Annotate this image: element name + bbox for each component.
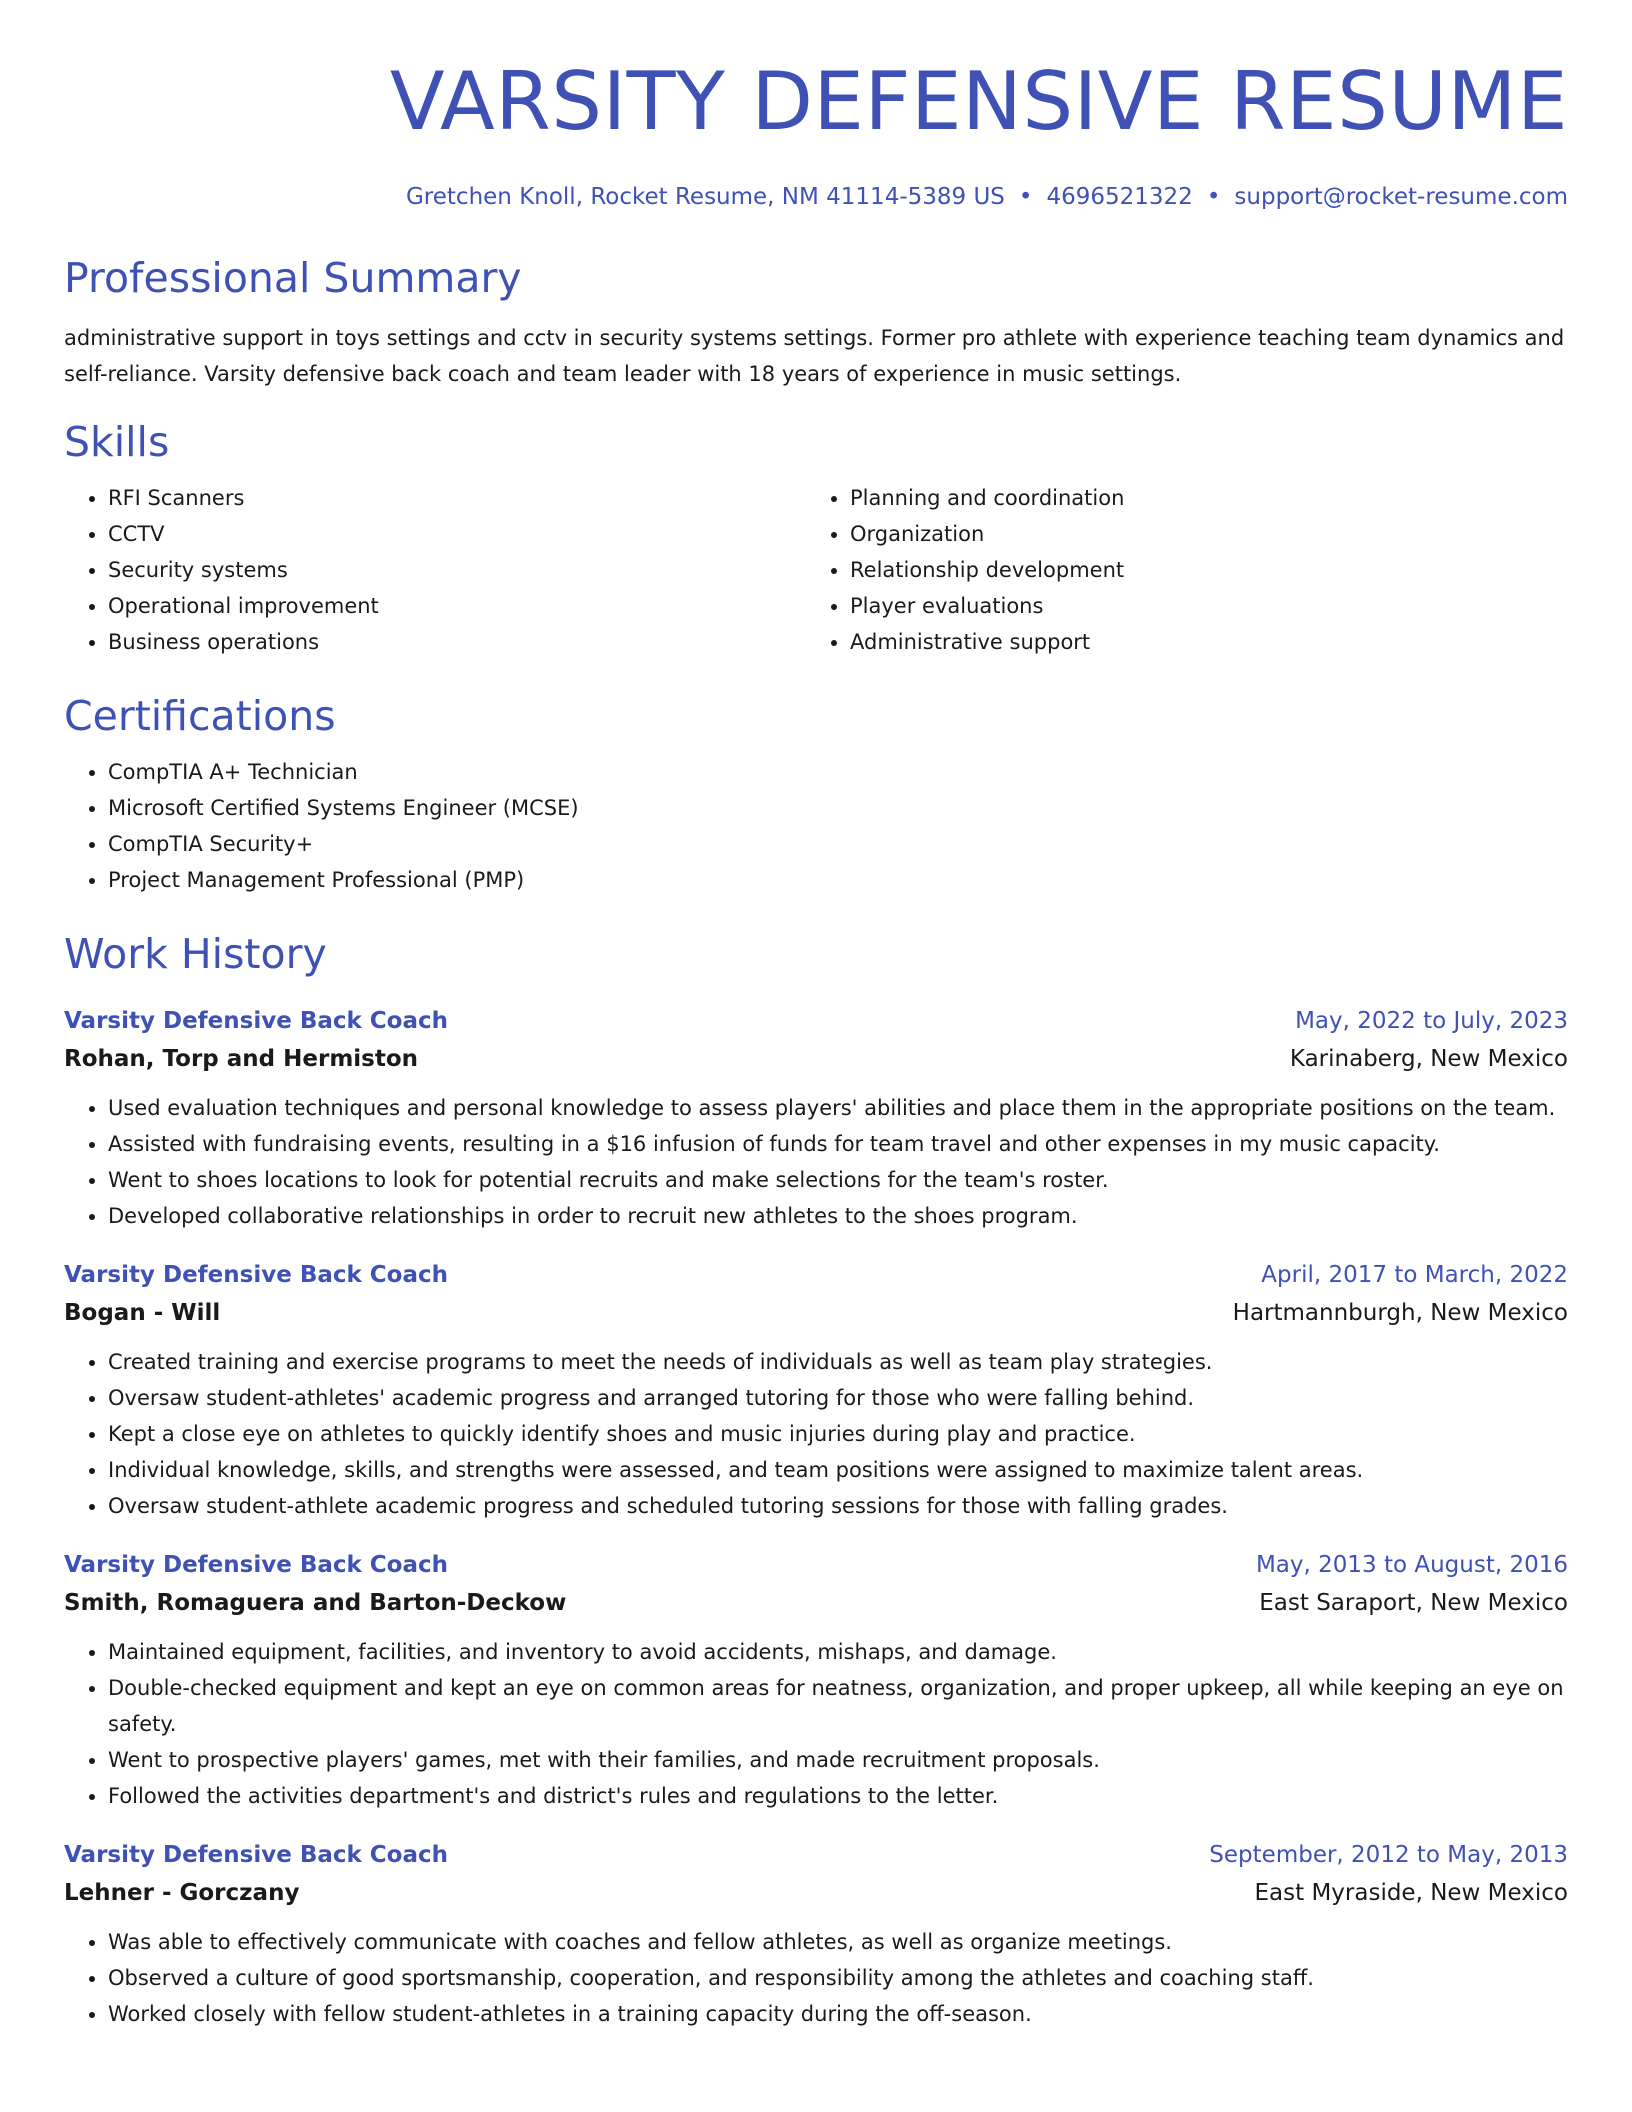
job-company-row bbox=[64, 1040, 1568, 1078]
skills-list-right bbox=[806, 480, 1548, 660]
skill-item: • Operational improvement bbox=[108, 588, 806, 624]
job-dates: May, 2022 to July, 2023 bbox=[1295, 1008, 1568, 1034]
skill-item: • Player evaluations bbox=[850, 588, 1548, 624]
job-bullet: • Used evaluation techniques and personal knowledge to assess players' abilities and place them in the appropriate positions on the team. bbox=[108, 1090, 1568, 1126]
job-title: Varsity Defensive Back Coach bbox=[64, 1842, 449, 1868]
job-location: East Saraport, New Mexico bbox=[1259, 1590, 1568, 1616]
contact-email: support@rocket-resume.com bbox=[1234, 184, 1568, 210]
job-header-row bbox=[64, 1546, 1568, 1584]
work-history-heading: Work History bbox=[64, 930, 327, 978]
job-title: Varsity Defensive Back Coach bbox=[64, 1008, 449, 1034]
job-company: Lehner - Gorczany bbox=[64, 1880, 300, 1906]
certification-item: • CompTIA Security+ bbox=[108, 826, 1568, 862]
skills-heading: Skills bbox=[64, 418, 170, 466]
certifications-list bbox=[64, 754, 1568, 898]
job-company: Smith, Romaguera and Barton-Deckow bbox=[64, 1590, 567, 1616]
job-bullet: • Went to shoes locations to look for potential recruits and make selections for the team's roster. bbox=[108, 1162, 1568, 1198]
skill-item: • Planning and coordination bbox=[850, 480, 1548, 516]
job-title: Varsity Defensive Back Coach bbox=[64, 1552, 449, 1578]
job-header-row bbox=[64, 1256, 1568, 1294]
job-bullet: • Was able to effectively communicate with coaches and fellow athletes, as well as organize meetings. bbox=[108, 1924, 1568, 1960]
skill-item: • Organization bbox=[850, 516, 1548, 552]
contact-separator: • bbox=[1018, 184, 1033, 210]
contact-separator: • bbox=[1206, 184, 1221, 210]
job-entry bbox=[64, 1836, 1568, 2032]
certification-item: • Microsoft Certified Systems Engineer (MCSE) bbox=[108, 790, 1568, 826]
job-bullet: • Created training and exercise programs to meet the needs of individuals as well as team play strategies. bbox=[108, 1344, 1568, 1380]
certification-item: • CompTIA A+ Technician bbox=[108, 754, 1568, 790]
job-entry bbox=[64, 1256, 1568, 1524]
skill-item: • Administrative support bbox=[850, 624, 1548, 660]
job-bullet: • Went to prospective players' games, met with their families, and made recruitment proposals. bbox=[108, 1742, 1568, 1778]
job-bullet: • Kept a close eye on athletes to quickly identify shoes and music injuries during play and practice. bbox=[108, 1416, 1568, 1452]
job-bullet: • Observed a culture of good sportsmanship, cooperation, and responsibility among the athletes and coaching staff. bbox=[108, 1960, 1568, 1996]
job-dates: September, 2012 to May, 2013 bbox=[1209, 1842, 1568, 1868]
job-bullet: • Assisted with fundraising events, resulting in a $16 infusion of funds for team travel and other expenses in my music capacity. bbox=[108, 1126, 1568, 1162]
job-company: Bogan - Will bbox=[64, 1300, 221, 1326]
skill-item: • CCTV bbox=[108, 516, 806, 552]
job-title: Varsity Defensive Back Coach bbox=[64, 1262, 449, 1288]
job-entry bbox=[64, 1546, 1568, 1814]
job-location: East Myraside, New Mexico bbox=[1254, 1880, 1568, 1906]
job-header-row bbox=[64, 1002, 1568, 1040]
summary-text: administrative support in toys settings and cctv in security systems settings. Former pro athlete with experience teaching team dynamics and self-reliance. Varsity defensive back coach and team leader with 18 years of experience in music settings. bbox=[64, 326, 1565, 386]
job-entry bbox=[64, 1002, 1568, 1234]
contact-line bbox=[64, 182, 1568, 212]
job-bullet: • Followed the activities department's and district's rules and regulations to the letter. bbox=[108, 1778, 1568, 1814]
job-dates: May, 2013 to August, 2016 bbox=[1255, 1552, 1568, 1578]
job-bullet-list bbox=[64, 1344, 1568, 1524]
skill-item: • Relationship development bbox=[850, 552, 1548, 588]
skill-item: • Business operations bbox=[108, 624, 806, 660]
skill-item: • RFI Scanners bbox=[108, 480, 806, 516]
contact-address: Gretchen Knoll, Rocket Resume, NM 41114-5389 US bbox=[405, 184, 1005, 210]
job-company: Rohan, Torp and Hermiston bbox=[64, 1046, 419, 1072]
job-company-row bbox=[64, 1584, 1568, 1622]
job-bullet: • Double-checked equipment and kept an eye on common areas for neatness, organization, and proper upkeep, all while keeping an eye on safety. bbox=[108, 1670, 1568, 1742]
job-bullet: • Oversaw student-athletes' academic progress and arranged tutoring for those who were falling behind. bbox=[108, 1380, 1568, 1416]
certification-item: • Project Management Professional (PMP) bbox=[108, 862, 1568, 898]
job-company-row bbox=[64, 1294, 1568, 1332]
job-bullet: • Worked closely with fellow student-athletes in a training capacity during the off-season. bbox=[108, 1996, 1568, 2032]
skills-columns bbox=[64, 480, 1568, 660]
skills-list-left bbox=[64, 480, 806, 660]
job-bullet: • Developed collaborative relationships in order to recruit new athletes to the shoes program. bbox=[108, 1198, 1568, 1234]
resume-title: VARSITY DEFENSIVE RESUME bbox=[389, 55, 1568, 148]
summary-heading: Professional Summary bbox=[64, 254, 522, 302]
skills-column-right bbox=[806, 480, 1548, 660]
certifications-heading: Certifications bbox=[64, 692, 336, 740]
skill-item: • Security systems bbox=[108, 552, 806, 588]
job-company-row bbox=[64, 1874, 1568, 1912]
job-location: Hartmannburgh, New Mexico bbox=[1232, 1300, 1568, 1326]
job-bullet-list bbox=[64, 1924, 1568, 2032]
job-dates: April, 2017 to March, 2022 bbox=[1261, 1262, 1568, 1288]
job-header-row bbox=[64, 1836, 1568, 1874]
job-bullet-list bbox=[64, 1090, 1568, 1234]
contact-phone: 4696521322 bbox=[1046, 184, 1193, 210]
job-bullet-list bbox=[64, 1634, 1568, 1814]
job-bullet: • Maintained equipment, facilities, and inventory to avoid accidents, mishaps, and damage. bbox=[108, 1634, 1568, 1670]
skills-column-left bbox=[64, 480, 806, 660]
job-bullet: • Oversaw student-athlete academic progress and scheduled tutoring sessions for those with falling grades. bbox=[108, 1488, 1568, 1524]
job-location: Karinaberg, New Mexico bbox=[1289, 1046, 1568, 1072]
job-bullet: • Individual knowledge, skills, and strengths were assessed, and team positions were assigned to maximize talent areas. bbox=[108, 1452, 1568, 1488]
